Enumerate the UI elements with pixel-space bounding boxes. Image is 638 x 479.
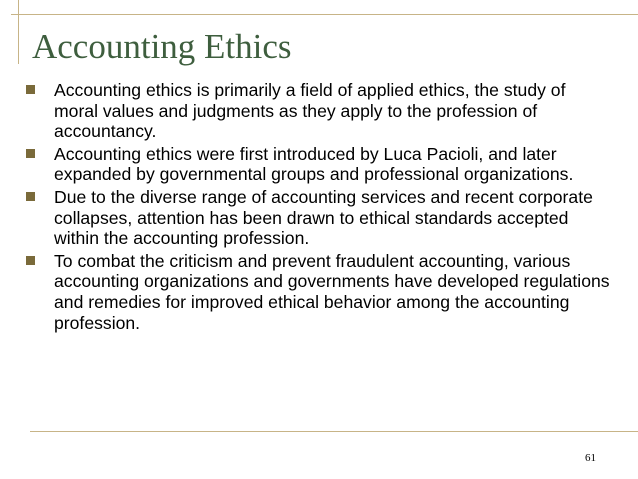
decorative-top-rule: [11, 14, 638, 15]
slide-title: Accounting Ethics: [32, 27, 292, 66]
bullet-list: [0, 80, 638, 335]
decorative-vertical-rule: [18, 0, 19, 64]
square-bullet-icon: [26, 192, 35, 201]
page-number: 61: [585, 452, 596, 464]
bullet-item: [0, 80, 638, 142]
square-bullet-icon: [26, 256, 35, 265]
bullet-text: To combat the criticism and prevent fraudulent accounting, various accounting organizations and governments have developed regulations and remedies for improved ethical behavior among the accounting profession.: [54, 250, 610, 333]
square-bullet-icon: [26, 149, 35, 158]
bullet-text: Accounting ethics were first introduced by Luca Pacioli, and later expanded by governmental groups and professional organizations.: [54, 143, 574, 185]
bullet-item: [0, 251, 638, 333]
bullet-item: [0, 144, 638, 185]
square-bullet-icon: [26, 85, 35, 94]
bullet-item: [0, 187, 638, 249]
decorative-bottom-rule: [30, 431, 638, 432]
bullet-text: Accounting ethics is primarily a field of applied ethics, the study of moral values and judgments as they apply to the profession of accountancy.: [54, 80, 566, 142]
bullet-text: Due to the diverse range of accounting services and recent corporate collapses, attention has been drawn to ethical standards accepted within the accounting profession.: [54, 186, 593, 249]
